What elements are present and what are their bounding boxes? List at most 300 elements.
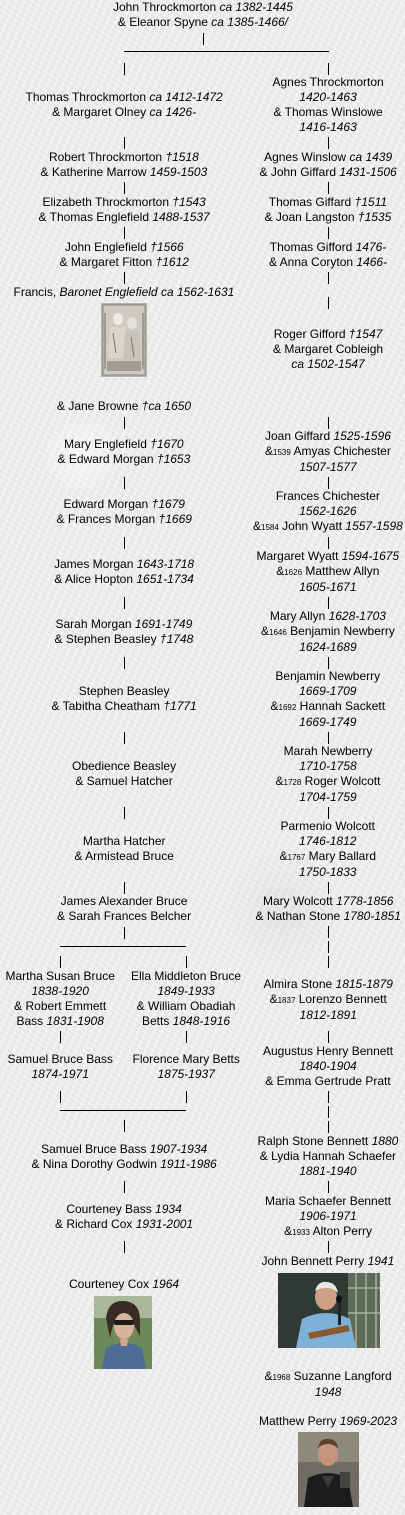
marriage-year: 1646 xyxy=(269,628,287,637)
entry-line xyxy=(55,617,194,632)
name-text: Martha Hatcher xyxy=(82,834,166,848)
dates-text: †1748 xyxy=(159,632,194,646)
connector-line xyxy=(328,272,329,284)
john-bennett-perry-photo xyxy=(278,1273,380,1348)
name-text: & John Giffard xyxy=(259,165,340,179)
francis-englefield xyxy=(14,285,235,300)
entry-line xyxy=(260,150,397,165)
entry-line xyxy=(72,759,176,774)
name-text: & xyxy=(269,992,278,1006)
entry-line xyxy=(276,744,381,759)
entry-line xyxy=(280,849,377,865)
agnes-throckmorton-couple xyxy=(273,75,384,135)
connector-line xyxy=(328,597,329,609)
name-text: & Margaret Olney xyxy=(52,105,150,119)
entry-line xyxy=(6,969,115,984)
entry-line xyxy=(273,327,383,342)
connector-line xyxy=(124,732,125,744)
entry-line xyxy=(265,460,391,475)
connector-line xyxy=(124,182,125,194)
dates-text: †ca 1650 xyxy=(141,399,192,413)
name-text: & Sarah Frances Belcher xyxy=(57,909,192,923)
dates-text: 1880 xyxy=(371,1134,399,1148)
entry-line xyxy=(256,894,401,909)
entry-line xyxy=(54,572,194,587)
dates-text: 1669-1749 xyxy=(299,715,357,729)
name-text: Parmenio Wolcott xyxy=(280,819,375,833)
dates-text: †1566 xyxy=(150,240,184,254)
james-alexander-bruce-couple xyxy=(57,894,191,924)
name-text: & Katherine Marrow xyxy=(40,165,150,179)
dates-text: 1907-1934 xyxy=(149,1142,208,1156)
name-text: Mary Wolcott xyxy=(262,894,337,908)
entry-line xyxy=(113,0,293,15)
name-text: Florence Mary Betts xyxy=(132,1052,240,1066)
dates-text: ca 1439 xyxy=(349,150,393,164)
dates-text: †1612 xyxy=(155,255,189,269)
entry-line xyxy=(265,1224,391,1240)
entry-line xyxy=(271,684,386,699)
dates-text: 1628-1703 xyxy=(328,609,386,623)
name-text: Robert Throckmorton xyxy=(48,150,166,164)
jane-browne xyxy=(57,399,191,414)
dates-text: 1624-1689 xyxy=(299,640,357,654)
connector-line xyxy=(328,807,329,819)
dates-text: 1838-1920 xyxy=(31,984,89,998)
dates-text: ca 1385-1466/ xyxy=(211,15,289,29)
entry-line xyxy=(262,1254,395,1269)
entry-line xyxy=(39,195,210,210)
marriage-year: 1837 xyxy=(277,996,296,1005)
connector-line xyxy=(124,657,125,669)
dates-text: †1679 xyxy=(151,497,185,511)
connector-line xyxy=(124,477,125,489)
entry-line xyxy=(58,437,191,452)
name-text: & Jane Browne xyxy=(57,399,142,413)
name-text: Hannah Sackett xyxy=(296,699,386,713)
dates-text: 1840-1904 xyxy=(299,1059,357,1073)
entry-line xyxy=(26,105,223,120)
dates-text: 1969-2023 xyxy=(339,1414,398,1428)
name-text: & Richard Cox xyxy=(55,1217,136,1231)
name-text: Thomas Gifford xyxy=(269,240,356,254)
connector-line xyxy=(124,927,125,939)
connector-line xyxy=(124,807,125,819)
connector-line xyxy=(186,956,187,968)
entry-line xyxy=(131,1014,241,1029)
entry-line xyxy=(263,1074,393,1089)
name-text: Alton Perry xyxy=(309,1224,372,1238)
thomas-throckmorton-couple xyxy=(26,90,223,120)
name-text: John Bennett Perry xyxy=(261,1254,368,1268)
connector-line xyxy=(328,137,329,149)
benjamin-newberry-couple xyxy=(271,669,386,730)
dates-text: 1643-1718 xyxy=(136,557,195,571)
connector-line xyxy=(328,182,329,194)
entry-line xyxy=(57,512,192,527)
name-text: & William Obadiah xyxy=(136,999,236,1013)
dates-text: 1507-1577 xyxy=(299,460,357,474)
name-text: Francis, xyxy=(13,285,60,299)
entry-line xyxy=(265,1385,392,1400)
name-text: & Alice Hopton xyxy=(54,572,137,586)
entry-line xyxy=(264,992,393,1008)
dates-text: 1651-1734 xyxy=(136,572,194,586)
name-text: Mary Allyn xyxy=(269,609,329,623)
name-text: John Englefield xyxy=(64,240,151,254)
dates-text: 1431-1506 xyxy=(339,165,397,179)
name-text: & Frances Morgan xyxy=(56,512,159,526)
dates-text: †1518 xyxy=(165,150,199,164)
entry-line xyxy=(263,1044,393,1059)
entry-line xyxy=(26,90,223,105)
entry-line xyxy=(257,549,400,564)
elizabeth-throckmorton-couple xyxy=(39,195,210,225)
entry-line xyxy=(257,580,400,595)
dates-text: 1881-1940 xyxy=(299,1164,357,1178)
connector-line xyxy=(328,657,329,669)
martha-hatcher-couple xyxy=(75,834,174,864)
connector-line xyxy=(186,1031,187,1043)
name-text: & xyxy=(261,624,270,638)
dates-text: 1964 xyxy=(152,1277,180,1291)
name-text: & Robert Emmett xyxy=(14,999,107,1013)
augustus-henry-bennett-couple xyxy=(263,1044,393,1089)
dates-text: ca 1412-1472 xyxy=(149,90,223,104)
entry-line xyxy=(69,1277,179,1292)
dates-text: 1459-1503 xyxy=(149,165,208,179)
name-text: Courteney Cox xyxy=(69,1277,153,1291)
courteney-cox-photo xyxy=(94,1296,152,1369)
name-text: & Lydia Hannah Schaefer xyxy=(259,1149,397,1163)
connector-line xyxy=(60,1110,186,1111)
name-text: Martha Susan Bruce xyxy=(5,969,115,983)
marriage-year: 1539 xyxy=(273,448,291,457)
connector-line xyxy=(328,941,329,953)
name-text: Samuel Bruce Bass xyxy=(41,1142,150,1156)
connector-line xyxy=(124,227,125,239)
entry-line xyxy=(258,1149,399,1164)
name-text: & Nina Dorothy Godwin xyxy=(31,1157,161,1171)
connector-line xyxy=(60,946,186,947)
florence-mary-betts xyxy=(133,1052,240,1082)
name-text: Mary Englefield xyxy=(64,437,151,451)
entry-line xyxy=(253,519,403,535)
marriage-year: 1728 xyxy=(283,778,302,787)
name-text: Bass xyxy=(16,1014,47,1028)
connector-line xyxy=(124,597,125,609)
entry-line xyxy=(52,699,197,714)
connector-line xyxy=(328,297,329,309)
name-text: & Margaret Fitton xyxy=(59,255,156,269)
entry-line xyxy=(271,669,386,684)
entry-line xyxy=(280,834,377,849)
almira-stone-couple xyxy=(264,977,393,1023)
entry-line xyxy=(280,865,377,880)
name-text: & Armistead Bruce xyxy=(74,849,174,863)
dates-text: 1948 xyxy=(314,1385,342,1399)
name-text: Agnes Winslow xyxy=(264,150,350,164)
entry-line xyxy=(133,1067,240,1082)
ella-middleton-bruce-couple xyxy=(131,969,241,1029)
entry-line xyxy=(39,210,210,225)
entry-line xyxy=(273,120,384,135)
connector-line xyxy=(124,1120,125,1132)
dates-text: †1547 xyxy=(348,327,383,341)
dates-text: 1562-1626 xyxy=(299,504,357,518)
entry-line xyxy=(41,165,208,180)
dates-text: 1605-1671 xyxy=(299,580,357,594)
dates-text: 1941 xyxy=(367,1254,395,1268)
entry-line xyxy=(55,1217,193,1232)
dates-text: 1746-1812 xyxy=(299,834,357,848)
james-morgan-couple xyxy=(54,557,194,587)
joan-giffard-couple xyxy=(265,429,391,475)
entry-line xyxy=(8,1052,113,1067)
connector-line xyxy=(124,272,125,284)
name-text: Edward Morgan xyxy=(63,497,152,511)
dates-text: 1831-1908 xyxy=(46,1014,104,1028)
thomas-gifford-couple xyxy=(269,240,387,270)
connector-line xyxy=(328,1091,329,1103)
name-text: & Anna Coryton xyxy=(269,255,357,269)
name-text: Joan Giffard xyxy=(265,429,334,443)
dates-text: †1669 xyxy=(158,512,192,526)
entry-line xyxy=(131,969,241,984)
name-text: Thomas Giffard xyxy=(268,195,355,209)
entry-line xyxy=(271,715,386,730)
mary-wolcott-couple xyxy=(256,894,401,924)
courteney-cox xyxy=(69,1277,179,1292)
dates-text: ca 1426- xyxy=(149,105,197,119)
name-text: & Eleanor Spyne xyxy=(117,15,212,29)
marah-newberry-couple xyxy=(276,744,381,805)
name-text: & xyxy=(279,849,288,863)
entry-line xyxy=(72,774,176,789)
name-text: Thomas Throckmorton xyxy=(25,90,150,104)
dates-text: ca 1382-1445 xyxy=(219,0,293,14)
dates-text: 1815-1879 xyxy=(335,977,393,991)
frances-chichester-couple xyxy=(253,489,403,535)
dates-text: 1849-1933 xyxy=(157,984,215,998)
entry-line xyxy=(265,1209,391,1224)
entry-line xyxy=(263,1059,393,1074)
obedience-beasley-couple xyxy=(72,759,176,789)
entry-line xyxy=(253,504,403,519)
dates-text: 1934 xyxy=(155,1202,182,1216)
entry-line xyxy=(261,624,395,640)
dates-text: 1466- xyxy=(356,255,388,269)
mary-englefield-couple xyxy=(58,437,191,467)
connector-line xyxy=(124,63,125,75)
dates-text: Baronet Englefield xyxy=(59,285,158,299)
dates-text: †1670 xyxy=(150,437,184,451)
entry-line xyxy=(261,640,395,655)
entry-line xyxy=(58,452,191,467)
thomas-giffard-couple xyxy=(265,195,392,225)
connector-line xyxy=(60,956,61,968)
francis-englefield-portrait xyxy=(101,303,147,377)
entry-line xyxy=(276,759,381,774)
john-throckmorton-couple xyxy=(113,0,293,30)
connector-line xyxy=(124,1241,125,1253)
marriage-year: 1767 xyxy=(287,853,306,862)
name-text: Matthew Perry xyxy=(259,1414,340,1428)
name-text: John Wyatt xyxy=(278,519,346,533)
entry-line xyxy=(273,105,384,120)
name-text: Amyas Chichester xyxy=(290,444,391,458)
roger-gifford-couple xyxy=(273,327,383,372)
name-text: Sarah Morgan xyxy=(55,617,135,631)
samuel-bruce-bass-jr-couple xyxy=(32,1142,217,1172)
dates-text: †1543 xyxy=(172,195,206,209)
dates-text: 1911-1986 xyxy=(160,1157,217,1171)
connector-line xyxy=(186,1091,187,1103)
name-text: & Thomas Winslowe xyxy=(273,105,383,119)
entry-line xyxy=(261,609,395,624)
name-text: James Morgan xyxy=(54,557,137,571)
connector-line xyxy=(328,477,329,489)
entry-line xyxy=(131,999,241,1014)
dates-text: 1488-1537 xyxy=(152,210,210,224)
john-bennett-perry xyxy=(262,1254,395,1269)
name-text: Roger Gifford xyxy=(273,327,349,341)
entry-line xyxy=(276,774,381,790)
marriage-year: 1626 xyxy=(284,568,303,577)
name-text: Roger Wolcott xyxy=(301,774,381,788)
entry-line xyxy=(8,1067,113,1082)
name-text: & xyxy=(264,1369,273,1383)
dates-text: 1691-1749 xyxy=(134,617,193,631)
dates-text: 1525-1596 xyxy=(333,429,391,443)
dates-text: 1557-1598 xyxy=(345,519,403,533)
entry-line xyxy=(75,849,174,864)
name-text: Benjamin Newberry xyxy=(286,624,395,638)
dates-text: 1476- xyxy=(355,240,387,254)
dates-text: †1653 xyxy=(156,452,191,466)
connector-line xyxy=(203,33,204,45)
entry-line xyxy=(265,429,391,444)
name-text: Ralph Stone Bennett xyxy=(257,1134,372,1148)
entry-line xyxy=(280,819,377,834)
maria-schaefer-bennett-couple xyxy=(265,1194,391,1240)
dates-text: 1416-1463 xyxy=(299,120,357,134)
dates-text: ca 1562-1631 xyxy=(160,285,235,299)
dates-text: 1875-1937 xyxy=(157,1067,215,1081)
name-text: Obedience Beasley xyxy=(72,759,177,773)
suzanne-langford xyxy=(265,1369,392,1400)
edward-morgan-couple xyxy=(57,497,192,527)
dates-text: 1780-1851 xyxy=(343,909,401,923)
dates-text: ca 1502-1547 xyxy=(291,357,365,371)
name-text: Stephen Beasley xyxy=(78,684,170,698)
dates-text: 1669-1709 xyxy=(299,684,357,698)
entry-line xyxy=(269,240,387,255)
dates-text: 1812-1891 xyxy=(299,1008,357,1022)
name-text: & xyxy=(265,444,274,458)
sarah-morgan-couple xyxy=(55,617,194,647)
courteney-bass-couple xyxy=(55,1202,193,1232)
dates-text: 1704-1759 xyxy=(299,790,357,804)
entry-line xyxy=(6,999,115,1014)
connector-line xyxy=(328,63,329,75)
name-text: & Nathan Stone xyxy=(255,909,344,923)
entry-line xyxy=(75,834,174,849)
connector-line xyxy=(60,1031,61,1043)
entry-line xyxy=(258,1164,399,1179)
entry-line xyxy=(14,285,235,300)
entry-line xyxy=(258,1134,399,1149)
name-text: & xyxy=(284,1224,293,1238)
connector-line xyxy=(328,882,329,894)
entry-line xyxy=(32,1157,217,1172)
connector-line xyxy=(124,137,125,149)
entry-line xyxy=(256,909,401,924)
name-text: Matthew Allyn xyxy=(302,564,380,578)
connector-line xyxy=(328,1031,329,1043)
entry-line xyxy=(60,255,189,270)
robert-throckmorton-couple xyxy=(41,150,208,180)
name-text: & Emma Gertrude Pratt xyxy=(265,1074,391,1088)
parmenio-wolcott-couple xyxy=(280,819,377,880)
name-text: Agnes Throckmorton xyxy=(272,75,384,89)
marriage-year: 1692 xyxy=(278,703,297,712)
entry-line xyxy=(52,684,197,699)
entry-line xyxy=(273,342,383,357)
dates-text: 1906-1971 xyxy=(299,1209,357,1223)
samuel-bruce-bass xyxy=(8,1052,113,1082)
name-text: Frances Chichester xyxy=(275,489,380,503)
name-text: & Samuel Hatcher xyxy=(75,774,173,788)
connector-line xyxy=(124,417,125,429)
name-text: Augustus Henry Bennett xyxy=(263,1044,394,1058)
dates-text: 1848-1916 xyxy=(172,1014,231,1028)
connector-line xyxy=(124,882,125,894)
name-text: Betts xyxy=(141,1014,173,1028)
name-text: John Throckmorton xyxy=(113,0,220,14)
entry-line xyxy=(60,240,189,255)
connector-line xyxy=(328,1181,329,1193)
connector-line xyxy=(328,417,329,429)
name-text: & xyxy=(270,699,279,713)
dates-text: 1778-1856 xyxy=(336,894,394,908)
name-text: Ella Middleton Bruce xyxy=(131,969,242,983)
marriage-year: 1933 xyxy=(292,1228,310,1237)
dates-text: †1511 xyxy=(354,195,388,209)
name-text: Almira Stone xyxy=(263,977,336,991)
connector-line xyxy=(328,926,329,938)
entry-line xyxy=(273,90,384,105)
name-text: & xyxy=(275,774,284,788)
entry-line xyxy=(133,1052,240,1067)
name-text: Courteney Bass xyxy=(66,1202,156,1216)
marriage-year: 1968 xyxy=(272,1373,291,1382)
name-text: Mary Ballard xyxy=(305,849,376,863)
name-text: Marah Newberry xyxy=(283,744,373,758)
connector-line xyxy=(60,1091,61,1103)
name-text: & xyxy=(276,564,285,578)
entry-line xyxy=(273,75,384,90)
entry-line xyxy=(273,357,383,372)
entry-line xyxy=(264,1008,393,1023)
connector-line xyxy=(124,537,125,549)
entry-line xyxy=(55,1202,193,1217)
stephen-beasley-couple xyxy=(52,684,197,714)
dates-text: 1931-2001 xyxy=(135,1217,194,1231)
entry-line xyxy=(32,1142,217,1157)
connector-line xyxy=(328,227,329,239)
margaret-wyatt-couple xyxy=(257,549,400,595)
